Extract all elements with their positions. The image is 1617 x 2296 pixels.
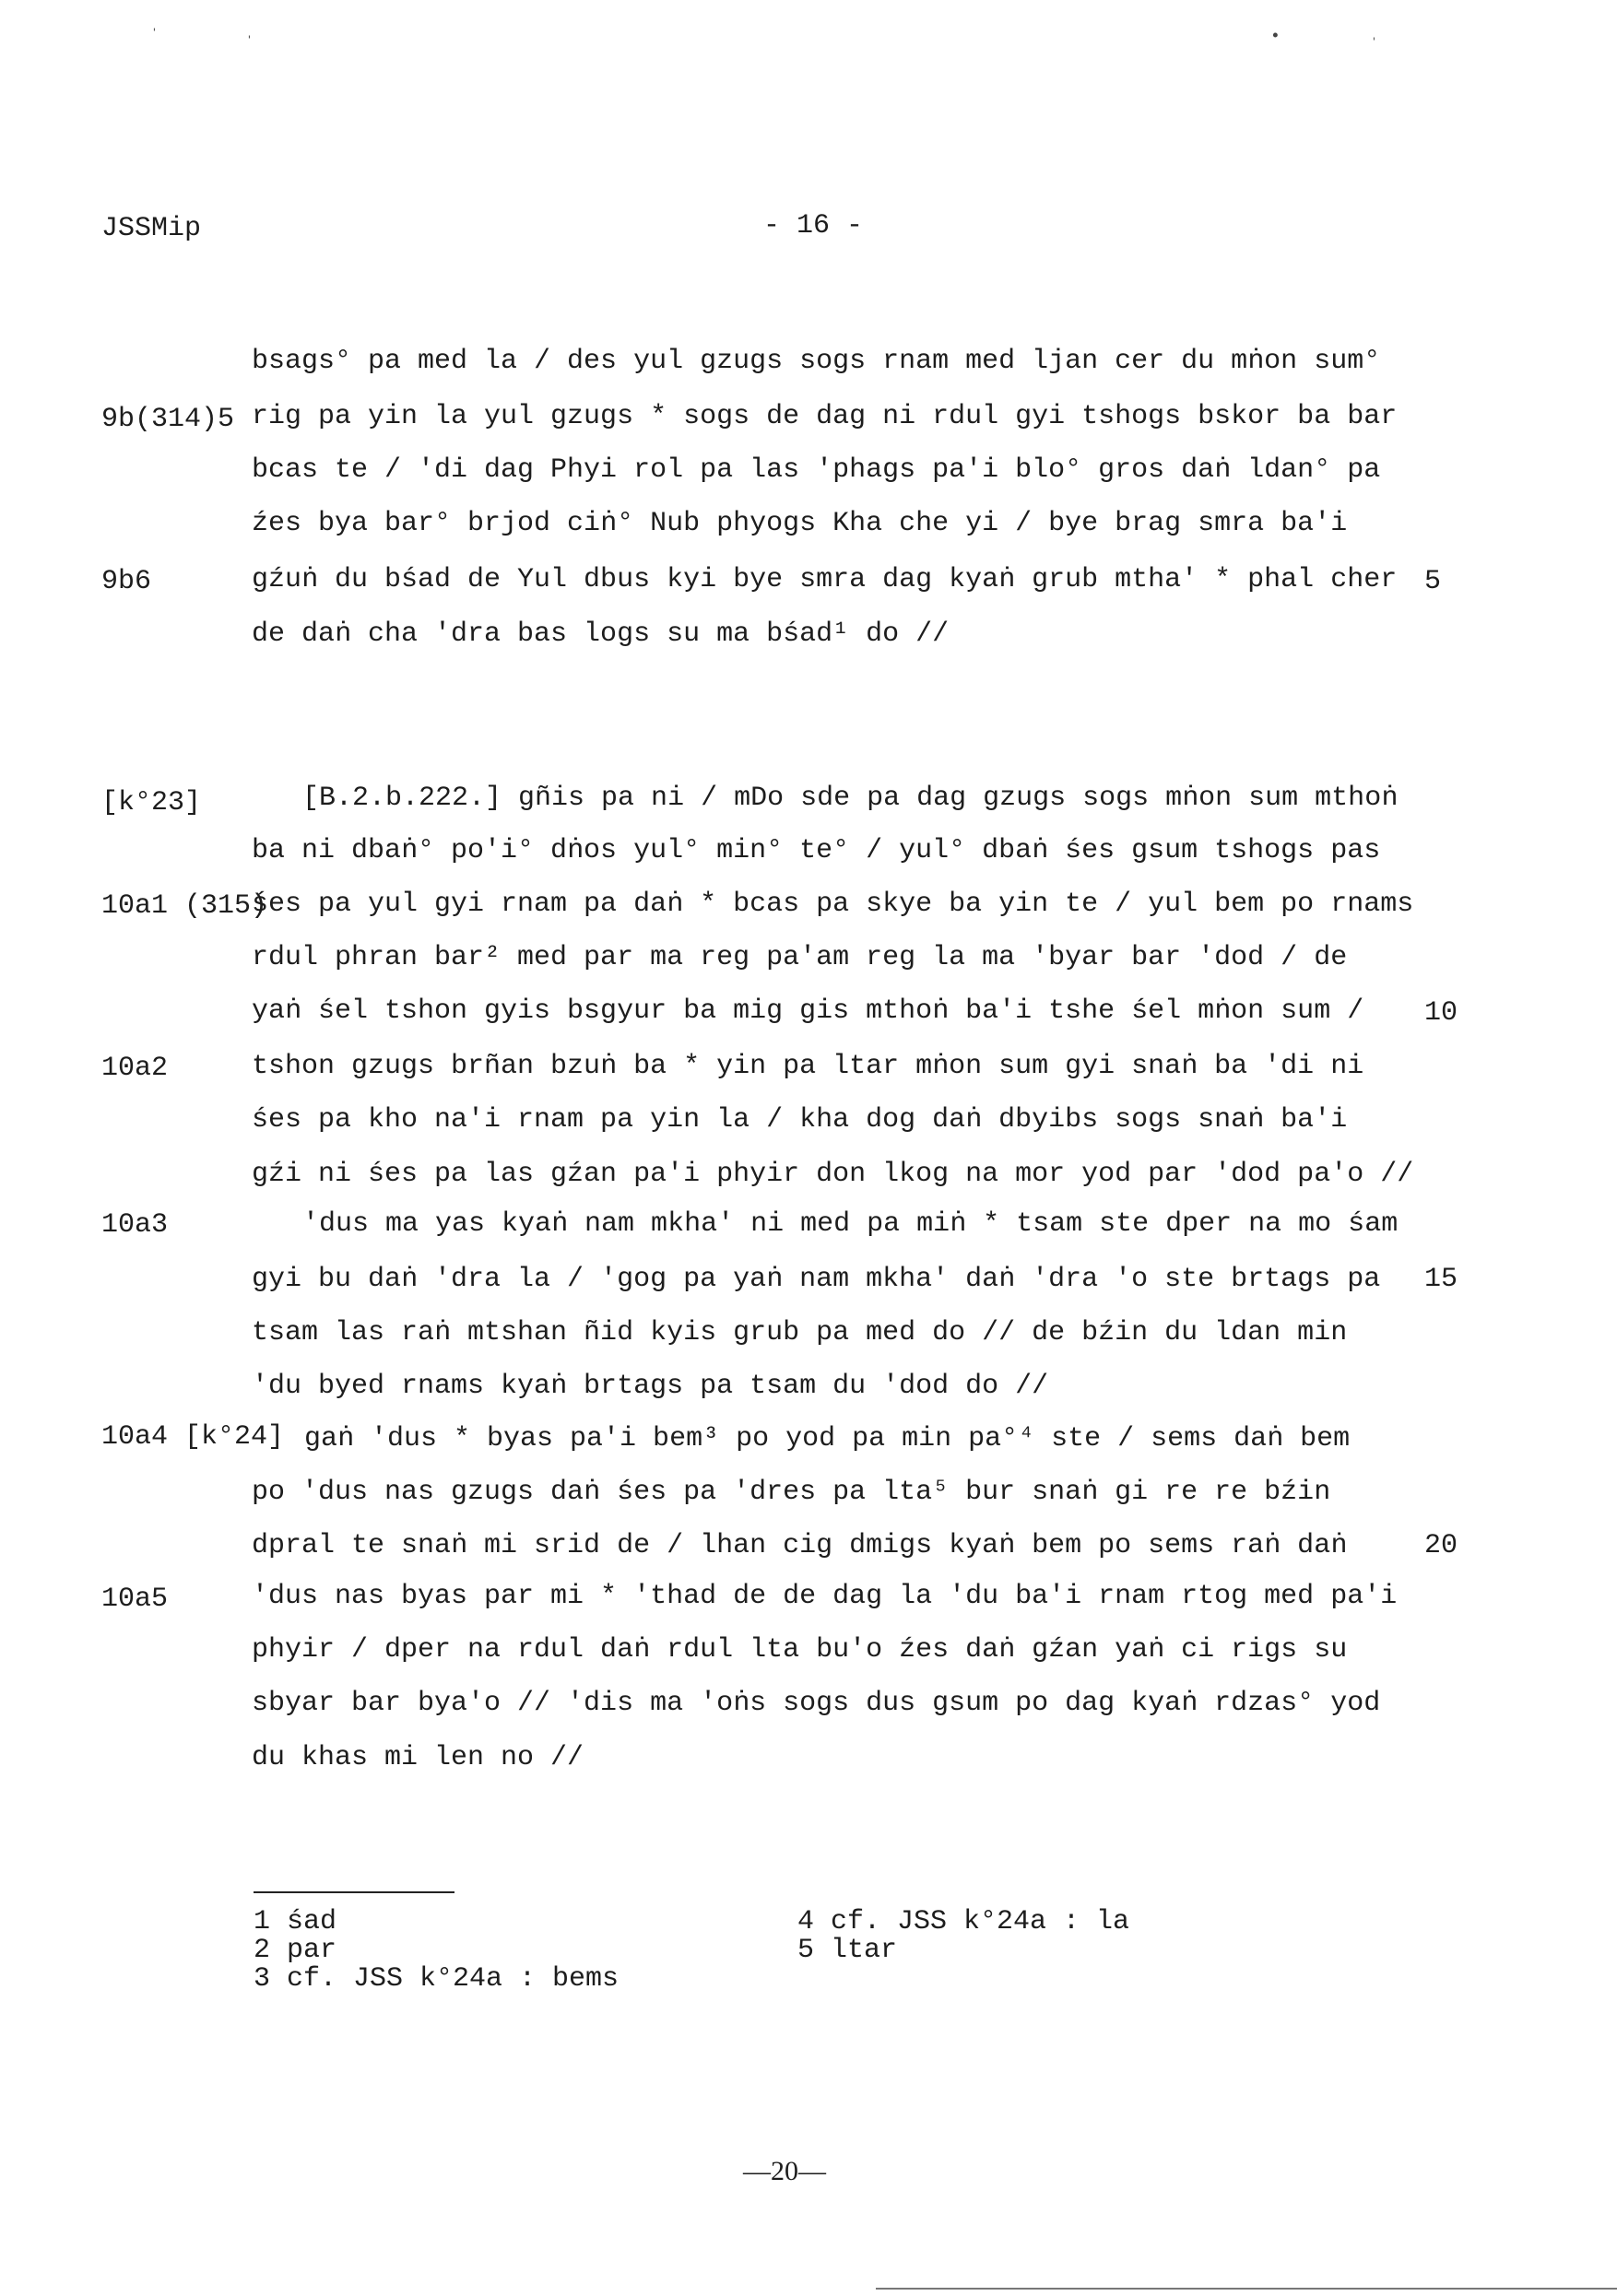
text-line: śes pa kho na'i rnam pa yin la / kha dog daṅ dbyibs sogs snaṅ ba'i [252,1104,1348,1136]
text-line: gyi bu daṅ 'dra la / 'gog pa yaṅ nam mkha' daṅ 'dra 'o ste brtags pa [252,1264,1381,1295]
margin-reference: 10a5 [101,1584,169,1615]
text-line: 'dus ma yas kyaṅ nam mkha' ni med pa miṅ * tsam ste dper na mo śam [302,1208,1399,1240]
margin-reference: 10a4 [k°24] [101,1421,285,1453]
line-number: 5 [1424,566,1442,597]
footnote-rule [254,1891,454,1893]
bottom-rule [876,2288,1617,2290]
margin-reference: 10a2 [101,1053,169,1084]
line-number: 15 [1424,1264,1458,1295]
scan-speck: • [1270,28,1281,46]
text-line: rdul phran bar² med par ma reg pa'am reg la ma 'byar bar 'dod / de [252,942,1348,973]
margin-reference: 10a1 (315) [101,890,268,922]
text-line: du khas mi len no // [252,1742,584,1773]
text-line: gźi ni śes pa las gźan pa'i phyir don lkog na mor yod par 'dod pa'o // [252,1159,1414,1190]
text-line: gźuṅ du bśad de Yul dbus kyi bye smra dag kyaṅ grub mtha' * phal cher [252,564,1398,595]
text-line: źes bya bar° brjod ciṅ° Nub phyogs Kha che yi / bye brag smra ba'i [252,508,1348,539]
scan-speck: ˈ [1369,37,1379,55]
scan-speck: ˈ [244,35,254,53]
text-line: yaṅ śel tshon gyis bsgyur ba mig gis mthoṅ ba'i tshe śel mṅon sum / [252,995,1364,1027]
footnote: 4 cf. JSS k°24a : la [797,1906,1130,1937]
footnotes-left [254,1908,619,1994]
text-line: 'du byed rnams kyaṅ brtags pa tsam du 'dod do // [252,1371,1049,1402]
margin-reference: 10a3 [101,1209,169,1241]
text-line: tsam las raṅ mtshan ñid kyis grub pa med do // de bźin du ldan min [252,1317,1348,1348]
line-number: 10 [1424,997,1458,1029]
scan-speck: ˈ [149,28,159,46]
text-line: [B.2.b.222.] gñis pa ni / mDo sde pa dag gzugs sogs mṅon sum mthoṅ [302,783,1399,814]
text-line: tshon gzugs brñan bzuṅ ba * yin pa ltar mṅon sum gyi snaṅ ba 'di ni [252,1051,1364,1082]
text-line: śes pa yul gyi rnam pa daṅ * bcas pa skye ba yin te / yul bem po rnams [252,889,1414,920]
text-line: bcas te / 'di dag Phyi rol pa las 'phags pa'i blo° gros daṅ ldan° pa [252,454,1381,486]
margin-reference: 9b(314)5 [101,404,235,435]
footnote: 2 par [254,1935,337,1966]
text-line: rig pa yin la yul gzugs * sogs de dag ni rdul gyi tshogs bskor ba bar [252,401,1398,432]
header-page-number: - 16 - [763,210,864,241]
text-line: dpral te snaṅ mi srid de / lhan cig dmigs kyaṅ bem po sems raṅ daṅ [252,1530,1348,1561]
page-number: —20— [743,2156,826,2186]
line-number: 20 [1424,1530,1458,1561]
text-line: gaṅ 'dus * byas pa'i bem³ po yod pa min pa°⁴ ste / sems daṅ bem [304,1423,1351,1454]
text-line: ba ni dbaṅ° po'i° dṅos yul° min° te° / yul° dbaṅ śes gsum tshogs pas [252,835,1381,866]
footnote: 5 ltar [797,1935,898,1966]
footnotes-right [797,1908,1129,1965]
text-line: 'dus nas byas par mi * 'thad de de dag la 'du ba'i rnam rtog med pa'i [252,1581,1398,1612]
text-line: phyir / dper na rdul daṅ rdul lta bu'o źes daṅ gźan yaṅ ci rigs su [252,1634,1348,1666]
text-line: sbyar bar bya'o // 'dis ma 'oṅs sogs dus gsum po dag kyaṅ rdzas° yod [252,1688,1381,1719]
text-line: po 'dus nas gzugs daṅ śes pa 'dres pa lta⁵ bur snaṅ gi re re bźin [252,1477,1331,1508]
footnote: 3 cf. JSS k°24a : bems [254,1963,620,1995]
footnote: 1 śad [254,1906,337,1937]
margin-reference: 9b6 [101,566,152,597]
text-line: de daṅ cha 'dra bas logs su ma bśad¹ do // [252,618,950,650]
text-line: bsags° pa med la / des yul gzugs sogs rnam med ljan cer du mṅon sum° [252,346,1381,377]
margin-reference: [k°23] [101,787,202,818]
header-siglum: JSSMip [101,213,202,244]
